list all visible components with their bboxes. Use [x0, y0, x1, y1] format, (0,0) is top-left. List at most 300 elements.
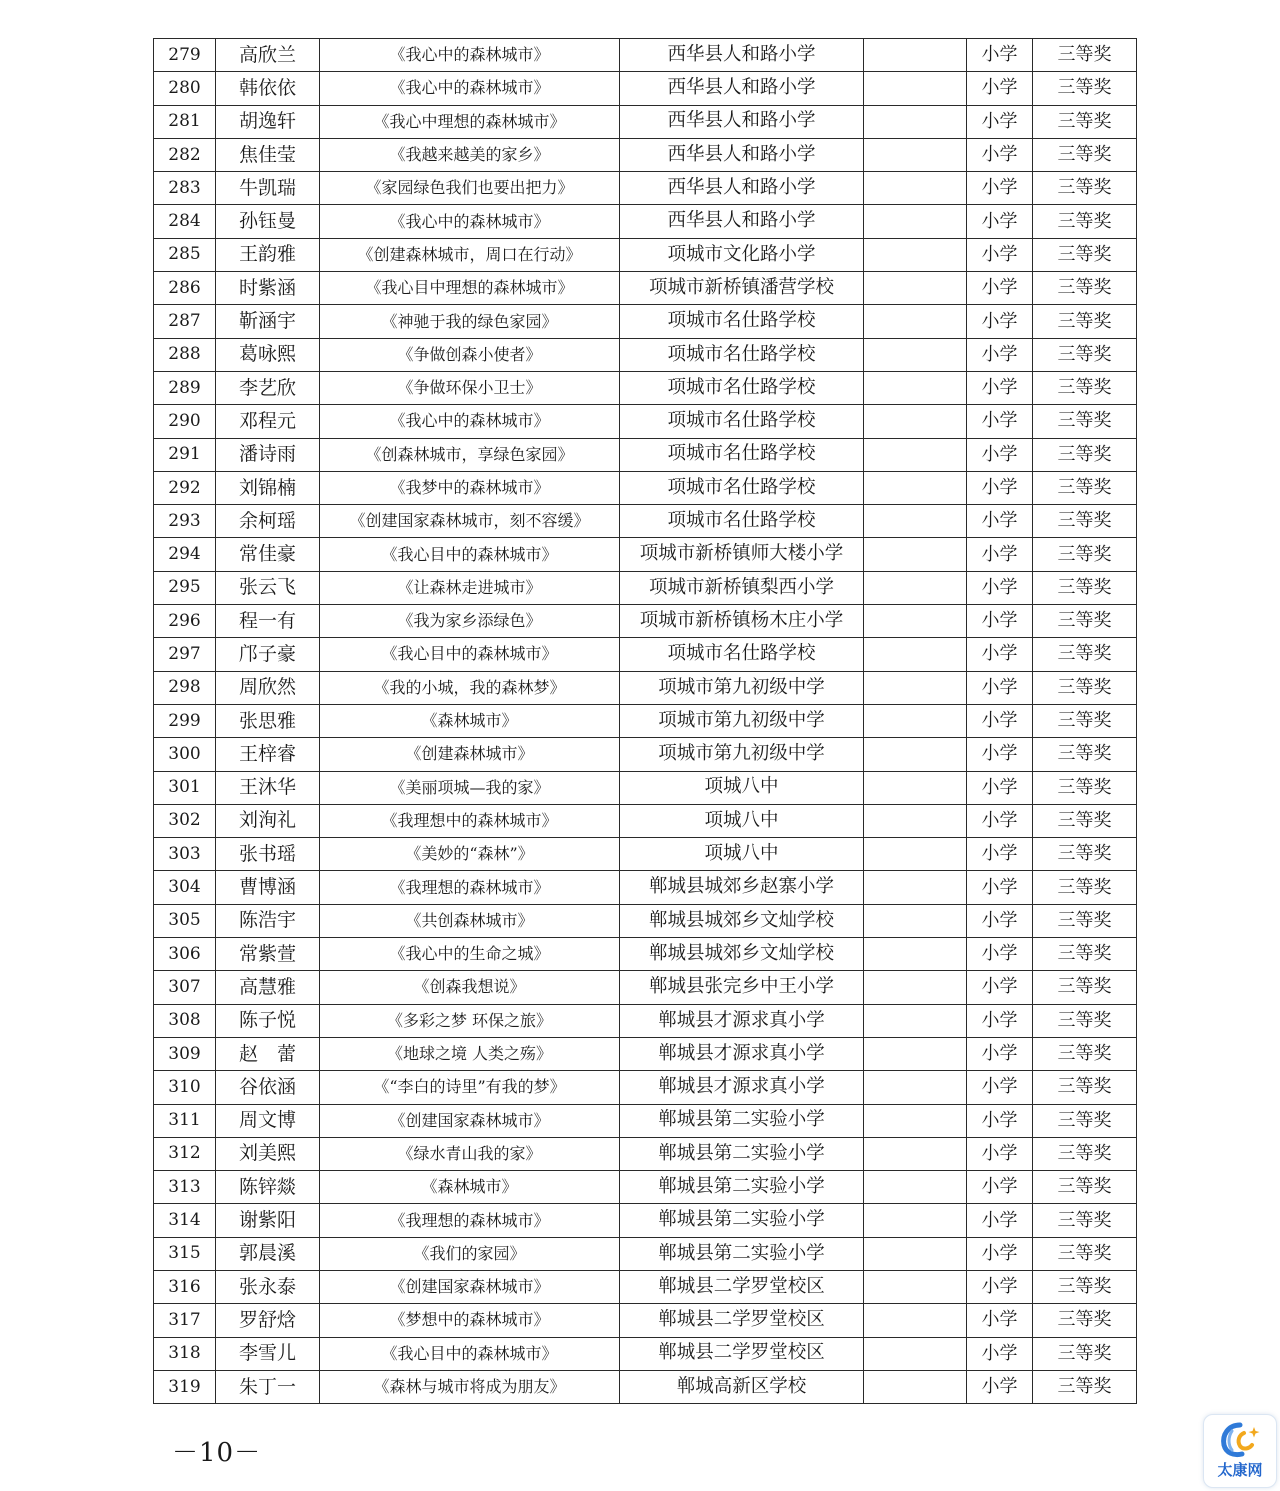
- note-cell: [864, 738, 967, 771]
- essay-title: 《我理想中的森林城市》: [320, 804, 620, 837]
- school-name: 郸城县二学罗堂校区: [620, 1337, 864, 1370]
- row-number: 300: [154, 738, 216, 771]
- award-level: 三等奖: [1033, 138, 1137, 171]
- school-level: 小学: [967, 1071, 1033, 1104]
- note-cell: [864, 638, 967, 671]
- school-name: 郸城县城郊乡文灿学校: [620, 904, 864, 937]
- essay-title: 《美丽项城—我的家》: [320, 771, 620, 804]
- school-name: 郸城县第二实验小学: [620, 1171, 864, 1204]
- school-level: 小学: [967, 105, 1033, 138]
- table-row: [154, 1037, 1137, 1070]
- table-row: [154, 771, 1137, 804]
- table-row: [154, 72, 1137, 105]
- table-row: [154, 1370, 1137, 1403]
- school-name: 项城市名仕路学校: [620, 438, 864, 471]
- school-level: 小学: [967, 538, 1033, 571]
- essay-title: 《争做环保小卫士》: [320, 371, 620, 404]
- table-row: [154, 571, 1137, 604]
- student-name: 曹博涵: [216, 871, 320, 904]
- school-name: 郸城县二学罗堂校区: [620, 1304, 864, 1337]
- note-cell: [864, 971, 967, 1004]
- student-name: 周欣然: [216, 671, 320, 704]
- award-level: 三等奖: [1033, 571, 1137, 604]
- row-number: 299: [154, 704, 216, 737]
- award-level: 三等奖: [1033, 438, 1137, 471]
- school-name: 郸城县城郊乡赵寨小学: [620, 871, 864, 904]
- award-level: 三等奖: [1033, 371, 1137, 404]
- essay-title: 《我越来越美的家乡》: [320, 138, 620, 171]
- school-name: 郸城高新区学校: [620, 1370, 864, 1403]
- school-level: 小学: [967, 1304, 1033, 1337]
- essay-title: 《我的小城，我的森林梦》: [320, 671, 620, 704]
- student-name: 邓程元: [216, 405, 320, 438]
- student-name: 邝子豪: [216, 638, 320, 671]
- school-level: 小学: [967, 1037, 1033, 1070]
- essay-title: 《美妙的“森林”》: [320, 838, 620, 871]
- school-level: 小学: [967, 205, 1033, 238]
- school-name: 项城市新桥镇潘营学校: [620, 272, 864, 305]
- row-number: 301: [154, 771, 216, 804]
- school-level: 小学: [967, 804, 1033, 837]
- award-level: 三等奖: [1033, 1370, 1137, 1403]
- essay-title: 《我梦中的森林城市》: [320, 471, 620, 504]
- school-level: 小学: [967, 405, 1033, 438]
- row-number: 314: [154, 1204, 216, 1237]
- essay-title: 《创森我想说》: [320, 971, 620, 1004]
- school-name: 项城市新桥镇杨木庄小学: [620, 605, 864, 638]
- table-row: [154, 971, 1137, 1004]
- student-name: 张云飞: [216, 571, 320, 604]
- school-name: 项城市第九初级中学: [620, 738, 864, 771]
- row-number: 296: [154, 605, 216, 638]
- note-cell: [864, 771, 967, 804]
- essay-title: 《我理想的森林城市》: [320, 871, 620, 904]
- student-name: 刘美熙: [216, 1137, 320, 1170]
- student-name: 孙钰曼: [216, 205, 320, 238]
- awards-table: [153, 38, 1137, 1404]
- school-name: 西华县人和路小学: [620, 205, 864, 238]
- school-name: 项城八中: [620, 838, 864, 871]
- note-cell: [864, 438, 967, 471]
- student-name: 朱丁一: [216, 1370, 320, 1403]
- school-name: 项城市第九初级中学: [620, 671, 864, 704]
- note-cell: [864, 1204, 967, 1237]
- table-row: [154, 172, 1137, 205]
- table-row: [154, 1204, 1137, 1237]
- essay-title: 《创建国家森林城市》: [320, 1104, 620, 1137]
- school-level: 小学: [967, 238, 1033, 271]
- table-row: [154, 1137, 1137, 1170]
- school-level: 小学: [967, 938, 1033, 971]
- essay-title: 《我心目中理想的森林城市》: [320, 272, 620, 305]
- note-cell: [864, 205, 967, 238]
- school-level: 小学: [967, 39, 1033, 72]
- student-name: 周文博: [216, 1104, 320, 1137]
- row-number: 294: [154, 538, 216, 571]
- award-level: 三等奖: [1033, 538, 1137, 571]
- table-row: [154, 505, 1137, 538]
- row-number: 285: [154, 238, 216, 271]
- essay-title: 《家园绿色我们也要出把力》: [320, 172, 620, 205]
- student-name: 刘锦楠: [216, 471, 320, 504]
- table-row: [154, 238, 1137, 271]
- note-cell: [864, 172, 967, 205]
- school-name: 项城市名仕路学校: [620, 638, 864, 671]
- essay-title: 《创森林城市，享绿色家园》: [320, 438, 620, 471]
- school-level: 小学: [967, 471, 1033, 504]
- school-name: 郸城县张完乡中王小学: [620, 971, 864, 1004]
- award-level: 三等奖: [1033, 638, 1137, 671]
- student-name: 张永泰: [216, 1270, 320, 1303]
- table-row: [154, 438, 1137, 471]
- row-number: 316: [154, 1270, 216, 1303]
- table-row: [154, 205, 1137, 238]
- award-level: 三等奖: [1033, 39, 1137, 72]
- award-level: 三等奖: [1033, 471, 1137, 504]
- row-number: 283: [154, 172, 216, 205]
- student-name: 韩依依: [216, 72, 320, 105]
- student-name: 王韵雅: [216, 238, 320, 271]
- row-number: 280: [154, 72, 216, 105]
- essay-title: 《“李白的诗里”有我的梦》: [320, 1071, 620, 1104]
- school-name: 项城市名仕路学校: [620, 338, 864, 371]
- school-level: 小学: [967, 771, 1033, 804]
- school-level: 小学: [967, 1171, 1033, 1204]
- table-row: [154, 1237, 1137, 1270]
- award-level: 三等奖: [1033, 804, 1137, 837]
- row-number: 288: [154, 338, 216, 371]
- student-name: 陈锌燚: [216, 1171, 320, 1204]
- essay-title: 《多彩之梦 环保之旅》: [320, 1004, 620, 1037]
- school-level: 小学: [967, 871, 1033, 904]
- award-level: 三等奖: [1033, 1004, 1137, 1037]
- student-name: 潘诗雨: [216, 438, 320, 471]
- table-row: [154, 338, 1137, 371]
- note-cell: [864, 671, 967, 704]
- row-number: 293: [154, 505, 216, 538]
- school-level: 小学: [967, 738, 1033, 771]
- table-row: [154, 1071, 1137, 1104]
- award-level: 三等奖: [1033, 838, 1137, 871]
- student-name: 常紫萱: [216, 938, 320, 971]
- award-level: 三等奖: [1033, 238, 1137, 271]
- table-row: [154, 938, 1137, 971]
- school-name: 项城市名仕路学校: [620, 371, 864, 404]
- row-number: 286: [154, 272, 216, 305]
- note-cell: [864, 871, 967, 904]
- essay-title: 《我心中的生命之城》: [320, 938, 620, 971]
- note-cell: [864, 305, 967, 338]
- student-name: 牛凯瑞: [216, 172, 320, 205]
- school-level: 小学: [967, 1237, 1033, 1270]
- row-number: 292: [154, 471, 216, 504]
- row-number: 304: [154, 871, 216, 904]
- school-level: 小学: [967, 571, 1033, 604]
- student-name: 高慧雅: [216, 971, 320, 1004]
- table-row: [154, 838, 1137, 871]
- school-name: 西华县人和路小学: [620, 105, 864, 138]
- school-level: 小学: [967, 1370, 1033, 1403]
- essay-title: 《让森林走进城市》: [320, 571, 620, 604]
- row-number: 290: [154, 405, 216, 438]
- student-name: 葛咏熙: [216, 338, 320, 371]
- essay-title: 《我心中的森林城市》: [320, 405, 620, 438]
- school-level: 小学: [967, 1104, 1033, 1137]
- award-level: 三等奖: [1033, 1037, 1137, 1070]
- student-name: 时紫涵: [216, 272, 320, 305]
- award-level: 三等奖: [1033, 1104, 1137, 1137]
- table-row: [154, 305, 1137, 338]
- note-cell: [864, 938, 967, 971]
- school-level: 小学: [967, 671, 1033, 704]
- school-name: 郸城县第二实验小学: [620, 1137, 864, 1170]
- student-name: 郭晨溪: [216, 1237, 320, 1270]
- school-name: 郸城县才源求真小学: [620, 1004, 864, 1037]
- award-level: 三等奖: [1033, 272, 1137, 305]
- award-level: 三等奖: [1033, 738, 1137, 771]
- award-level: 三等奖: [1033, 1204, 1137, 1237]
- essay-title: 《创建森林城市》: [320, 738, 620, 771]
- page-number: －10－: [172, 1438, 262, 1468]
- row-number: 279: [154, 39, 216, 72]
- row-number: 317: [154, 1304, 216, 1337]
- school-level: 小学: [967, 1204, 1033, 1237]
- award-level: 三等奖: [1033, 1071, 1137, 1104]
- award-level: 三等奖: [1033, 671, 1137, 704]
- row-number: 305: [154, 904, 216, 937]
- row-number: 312: [154, 1137, 216, 1170]
- school-name: 西华县人和路小学: [620, 138, 864, 171]
- table-row: [154, 105, 1137, 138]
- row-number: 282: [154, 138, 216, 171]
- school-level: 小学: [967, 605, 1033, 638]
- table-row: [154, 638, 1137, 671]
- note-cell: [864, 605, 967, 638]
- essay-title: 《森林城市》: [320, 704, 620, 737]
- school-level: 小学: [967, 904, 1033, 937]
- award-level: 三等奖: [1033, 205, 1137, 238]
- student-name: 王梓睿: [216, 738, 320, 771]
- essay-title: 《创建森林城市，周口在行动》: [320, 238, 620, 271]
- essay-title: 《我为家乡添绿色》: [320, 605, 620, 638]
- school-name: 郸城县第二实验小学: [620, 1237, 864, 1270]
- student-name: 李艺欣: [216, 371, 320, 404]
- watermark-label: 太康网: [1217, 1461, 1263, 1479]
- school-name: 郸城县城郊乡文灿学校: [620, 938, 864, 971]
- row-number: 302: [154, 804, 216, 837]
- school-level: 小学: [967, 1004, 1033, 1037]
- note-cell: [864, 505, 967, 538]
- table-row: [154, 538, 1137, 571]
- school-name: 郸城县第二实验小学: [620, 1104, 864, 1137]
- table-row: [154, 1270, 1137, 1303]
- note-cell: [864, 1137, 967, 1170]
- table-row: [154, 1171, 1137, 1204]
- essay-title: 《共创森林城市》: [320, 904, 620, 937]
- student-name: 焦佳莹: [216, 138, 320, 171]
- site-watermark-logo: [1203, 1414, 1277, 1488]
- school-level: 小学: [967, 838, 1033, 871]
- essay-title: 《森林城市》: [320, 1171, 620, 1204]
- essay-title: 《地球之境 人类之殇》: [320, 1037, 620, 1070]
- school-level: 小学: [967, 338, 1033, 371]
- table-row: [154, 904, 1137, 937]
- award-level: 三等奖: [1033, 871, 1137, 904]
- row-number: 318: [154, 1337, 216, 1370]
- essay-title: 《我理想的森林城市》: [320, 1204, 620, 1237]
- essay-title: 《我心目中的森林城市》: [320, 538, 620, 571]
- row-number: 281: [154, 105, 216, 138]
- note-cell: [864, 105, 967, 138]
- note-cell: [864, 138, 967, 171]
- note-cell: [864, 272, 967, 305]
- row-number: 287: [154, 305, 216, 338]
- award-level: 三等奖: [1033, 771, 1137, 804]
- tk-logo-icon: [1218, 1421, 1262, 1459]
- row-number: 310: [154, 1071, 216, 1104]
- award-level: 三等奖: [1033, 72, 1137, 105]
- note-cell: [864, 72, 967, 105]
- essay-title: 《梦想中的森林城市》: [320, 1304, 620, 1337]
- table-row: [154, 371, 1137, 404]
- essay-title: 《我心中的森林城市》: [320, 205, 620, 238]
- essay-title: 《我心目中的森林城市》: [320, 638, 620, 671]
- essay-title: 《创建国家森林城市，刻不容缓》: [320, 505, 620, 538]
- essay-title: 《我心中的森林城市》: [320, 72, 620, 105]
- row-number: 306: [154, 938, 216, 971]
- school-name: 郸城县才源求真小学: [620, 1037, 864, 1070]
- table-row: [154, 39, 1137, 72]
- note-cell: [864, 1270, 967, 1303]
- essay-title: 《森林与城市将成为朋友》: [320, 1370, 620, 1403]
- award-level: 三等奖: [1033, 605, 1137, 638]
- table-row: [154, 1304, 1137, 1337]
- award-level: 三等奖: [1033, 1137, 1137, 1170]
- essay-title: 《争做创森小使者》: [320, 338, 620, 371]
- award-level: 三等奖: [1033, 1237, 1137, 1270]
- table-row: [154, 704, 1137, 737]
- award-level: 三等奖: [1033, 938, 1137, 971]
- student-name: 谢紫阳: [216, 1204, 320, 1237]
- student-name: 程一有: [216, 605, 320, 638]
- note-cell: [864, 904, 967, 937]
- note-cell: [864, 1370, 967, 1403]
- table-row: [154, 1104, 1137, 1137]
- note-cell: [864, 471, 967, 504]
- essay-title: 《我心目中的森林城市》: [320, 1337, 620, 1370]
- school-name: 西华县人和路小学: [620, 172, 864, 205]
- table-row: [154, 405, 1137, 438]
- note-cell: [864, 804, 967, 837]
- school-name: 项城市文化路小学: [620, 238, 864, 271]
- row-number: 309: [154, 1037, 216, 1070]
- school-level: 小学: [967, 1337, 1033, 1370]
- school-name: 项城市名仕路学校: [620, 505, 864, 538]
- student-name: 高欣兰: [216, 39, 320, 72]
- row-number: 303: [154, 838, 216, 871]
- note-cell: [864, 838, 967, 871]
- school-level: 小学: [967, 638, 1033, 671]
- award-level: 三等奖: [1033, 1337, 1137, 1370]
- school-name: 项城市新桥镇梨西小学: [620, 571, 864, 604]
- school-level: 小学: [967, 172, 1033, 205]
- essay-title: 《神驰于我的绿色家园》: [320, 305, 620, 338]
- school-level: 小学: [967, 704, 1033, 737]
- school-level: 小学: [967, 138, 1033, 171]
- table-row: [154, 471, 1137, 504]
- school-name: 项城市名仕路学校: [620, 405, 864, 438]
- award-level: 三等奖: [1033, 305, 1137, 338]
- table-row: [154, 804, 1137, 837]
- note-cell: [864, 1037, 967, 1070]
- note-cell: [864, 1304, 967, 1337]
- row-number: 308: [154, 1004, 216, 1037]
- school-level: 小学: [967, 72, 1033, 105]
- note-cell: [864, 338, 967, 371]
- student-name: 张书瑶: [216, 838, 320, 871]
- table-body: [154, 39, 1137, 1404]
- student-name: 谷依涵: [216, 1071, 320, 1104]
- school-name: 项城市名仕路学校: [620, 305, 864, 338]
- row-number: 297: [154, 638, 216, 671]
- student-name: 李雪儿: [216, 1337, 320, 1370]
- row-number: 295: [154, 571, 216, 604]
- essay-title: 《我心中的森林城市》: [320, 39, 620, 72]
- note-cell: [864, 1071, 967, 1104]
- school-name: 项城八中: [620, 804, 864, 837]
- essay-title: 《我们的家园》: [320, 1237, 620, 1270]
- student-name: 赵 蕾: [216, 1037, 320, 1070]
- table-row: [154, 1337, 1137, 1370]
- row-number: 298: [154, 671, 216, 704]
- row-number: 307: [154, 971, 216, 1004]
- award-level: 三等奖: [1033, 904, 1137, 937]
- student-name: 陈子悦: [216, 1004, 320, 1037]
- essay-title: 《我心中理想的森林城市》: [320, 105, 620, 138]
- note-cell: [864, 405, 967, 438]
- school-name: 郸城县才源求真小学: [620, 1071, 864, 1104]
- note-cell: [864, 371, 967, 404]
- note-cell: [864, 1104, 967, 1137]
- table-row: [154, 605, 1137, 638]
- row-number: 289: [154, 371, 216, 404]
- award-level: 三等奖: [1033, 1270, 1137, 1303]
- student-name: 靳涵宇: [216, 305, 320, 338]
- essay-title: 《创建国家森林城市》: [320, 1270, 620, 1303]
- award-level: 三等奖: [1033, 105, 1137, 138]
- row-number: 319: [154, 1370, 216, 1403]
- table-row: [154, 1004, 1137, 1037]
- school-level: 小学: [967, 505, 1033, 538]
- school-name: 项城八中: [620, 771, 864, 804]
- student-name: 陈浩宇: [216, 904, 320, 937]
- award-level: 三等奖: [1033, 505, 1137, 538]
- row-number: 291: [154, 438, 216, 471]
- note-cell: [864, 39, 967, 72]
- school-level: 小学: [967, 1137, 1033, 1170]
- table-row: [154, 272, 1137, 305]
- school-level: 小学: [967, 438, 1033, 471]
- school-level: 小学: [967, 272, 1033, 305]
- note-cell: [864, 1004, 967, 1037]
- table-row: [154, 671, 1137, 704]
- school-level: 小学: [967, 971, 1033, 1004]
- student-name: 常佳豪: [216, 538, 320, 571]
- table-row: [154, 738, 1137, 771]
- note-cell: [864, 1237, 967, 1270]
- school-name: 郸城县第二实验小学: [620, 1204, 864, 1237]
- award-level: 三等奖: [1033, 1304, 1137, 1337]
